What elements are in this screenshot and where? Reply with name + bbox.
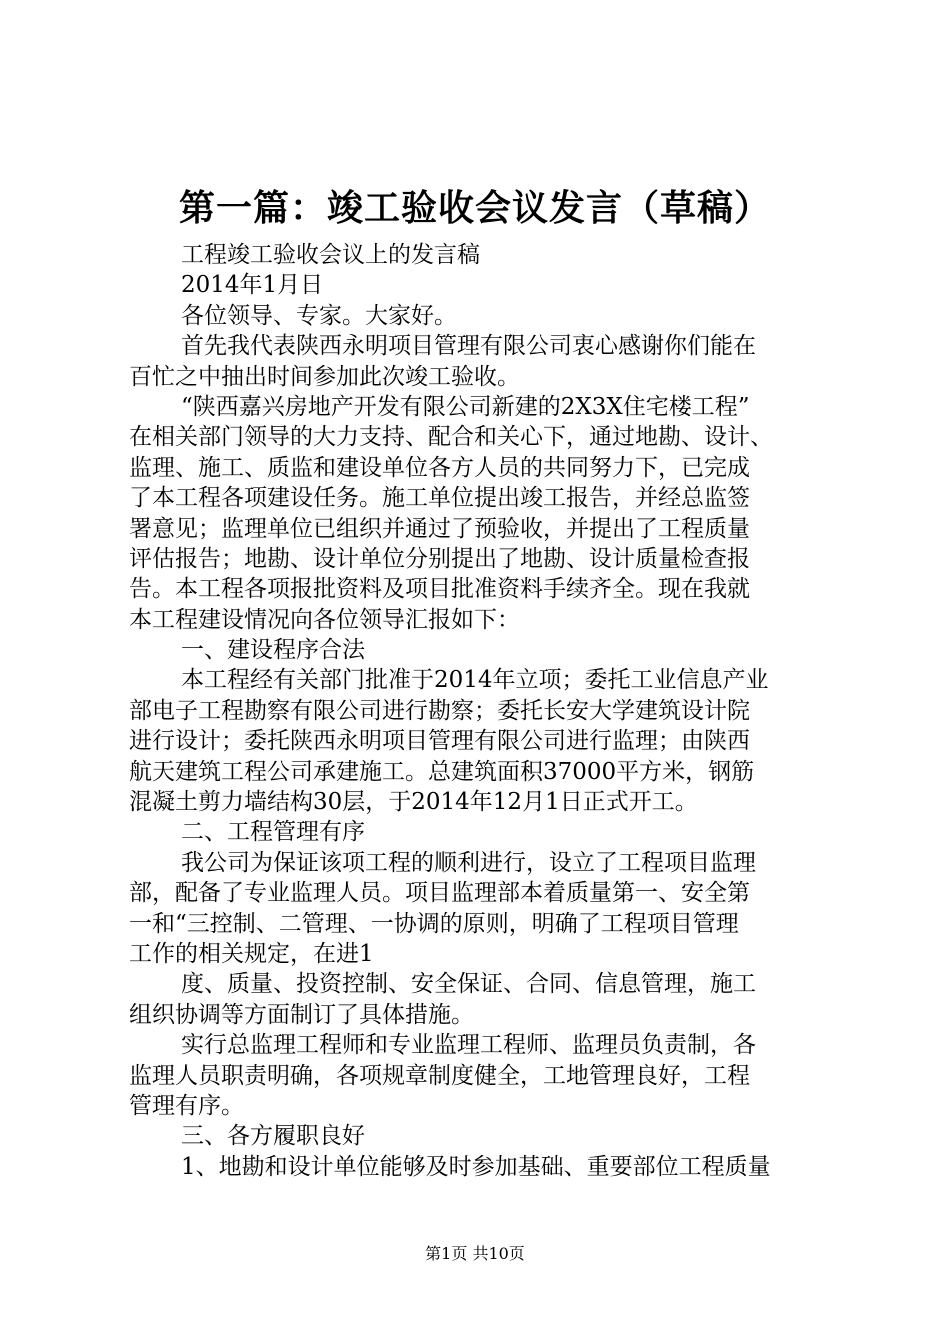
text-line: 实行总监理工程师和专业监理工程师、监理员负责制，各 (181, 1032, 756, 1059)
text-line: 各位领导、专家。大家好。 (181, 302, 457, 329)
text-line: 管理有序。 (129, 1092, 244, 1119)
text-line: 1、地勘和设计单位能够及时参加基础、重要部位工程质量 (181, 1153, 771, 1180)
text-line: 混凝土剪力墙结构30层，于2014年12月1日正式开工。 (129, 789, 698, 816)
text-line: 进行设计；委托陕西永明项目管理有限公司进行监理；由陕西 (129, 728, 750, 755)
text-line: 部，配备了专业监理人员。项目监理部本着质量第一、安全第 (129, 880, 750, 907)
document-title: 第一篇：竣工验收会议发言（草稿） (178, 187, 771, 229)
text-line: 组织协调等方面制订了具体措施。 (129, 1001, 474, 1028)
text-line: 本工程建设情况向各位领导汇报如下： (129, 606, 520, 633)
text-line: 百忙之中抽出时间参加此次竣工验收。 (129, 363, 520, 390)
text-line: 一和“三控制、二管理、一协调的原则，明确了工程项目管理 (129, 910, 739, 937)
text-line: 2014年1月日 (181, 272, 324, 299)
text-line: 航天建筑工程公司承建施工。总建筑面积37000平方米，钢筋 (129, 758, 755, 785)
text-line: 署意见；监理单位已组织并通过了预验收，并提出了工程质量 (129, 515, 750, 542)
document-body (129, 240, 834, 1182)
text-line: 工作的相关规定，在进1 (129, 940, 374, 967)
text-line: 部电子工程勘察有限公司进行勘察；委托长安大学建筑设计院 (129, 697, 750, 724)
text-line: 告。本工程各项报批资料及项目批准资料手续齐全。现在我就 (129, 576, 750, 603)
text-line: 工程竣工验收会议上的发言稿 (181, 242, 480, 268)
text-line: 二、工程管理有序 (181, 819, 365, 846)
text-line: “陕西嘉兴房地产开发有限公司新建的2X3X住宅楼工程” (181, 393, 750, 420)
text-line: 监理人员职责明确，各项规章制度健全，工地管理良好，工程 (129, 1062, 750, 1089)
text-line: 评估报告；地勘、设计单位分别提出了地勘、设计质量检查报 (129, 545, 750, 572)
text-line: 在相关部门领导的大力支持、配合和关心下，通过地勘、设计、 (129, 424, 773, 451)
page-footer: 第1页 共10页 (425, 1244, 525, 1263)
text-line: 我公司为保证该项工程的顺利进行，设立了工程项目监理 (181, 849, 756, 876)
text-line: 三、各方履职良好 (181, 1123, 365, 1150)
text-line: 本工程经有关部门批准于2014年立项；委托工业信息产业 (181, 667, 769, 694)
text-line: 了本工程各项建设任务。施工单位提出竣工报告，并经总监签 (129, 485, 750, 512)
text-line: 监理、施工、质监和建设单位各方人员的共同努力下，已完成 (129, 454, 750, 481)
text-line: 度、质量、投资控制、安全保证、合同、信息管理，施工 (181, 971, 756, 998)
text-line: 一、建设程序合法 (181, 637, 365, 664)
text-line: 首先我代表陕西永明项目管理有限公司衷心感谢你们能在 (181, 333, 756, 360)
